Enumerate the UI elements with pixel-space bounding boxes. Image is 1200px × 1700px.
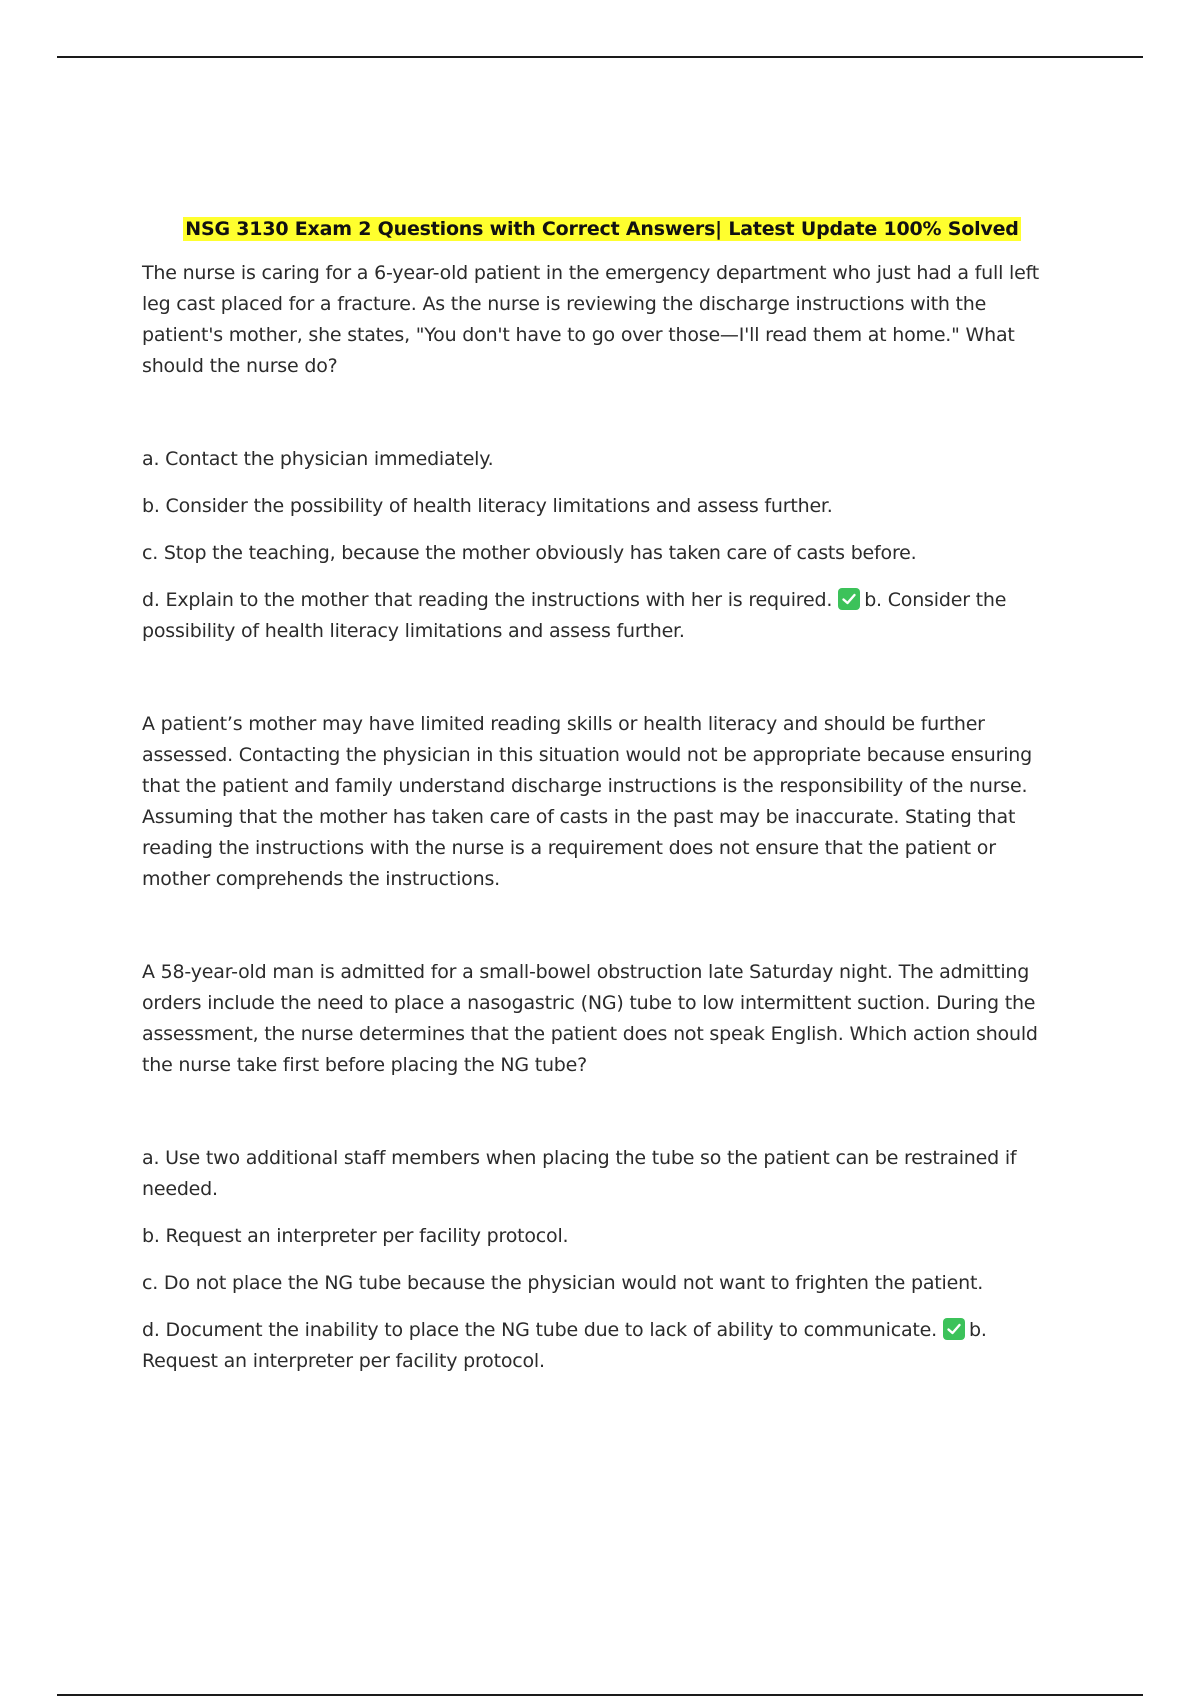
question-1-option-d: d. Explain to the mother that reading the instructions with her is required.: [142, 589, 833, 611]
question-2-option-b: b. Request an interpreter per facility protocol.: [142, 1225, 569, 1247]
question-2-option-d-with-answer: [142, 1315, 1062, 1377]
question-1-explanation: A patient’s mother may have limited reading skills or health literacy and should be further assessed. Contacting the physician in this situation would not be appropriate because ensuring that the patient and family understand discharge instructions is the responsibility of the nurse. Assuming that the mother has taken care of casts in the past may be inaccurate. Stating that reading the instructions with the nurse is a requirement does not ensure that the patient or mother comprehends the instructions.: [142, 713, 1032, 890]
question-1-option-a: a. Contact the physician immediately.: [142, 448, 494, 470]
question-2-answer: b. Request an interpreter per facility protocol.: [142, 1319, 987, 1372]
check-mark-icon: [838, 588, 860, 610]
question-1-answer: b. Consider the possibility of health literacy limitations and assess further.: [142, 589, 1007, 642]
document-body: [142, 214, 1062, 1377]
question-2-option-c: c. Do not place the NG tube because the physician would not want to frighten the patient.: [142, 1272, 984, 1294]
header-rule: [57, 56, 1143, 58]
question-1-option-b: b. Consider the possibility of health literacy limitations and assess further.: [142, 495, 833, 517]
question-1-option-d-with-answer: [142, 585, 1062, 647]
title-line: [142, 214, 1062, 245]
question-2-stem: A 58-year-old man is admitted for a small-bowel obstruction late Saturday night. The admitting orders include the need to place a nasogastric (NG) tube to low intermittent suction. During the assessment, the nurse determines that the patient does not speak English. Which action should the nurse take first before placing the NG tube?: [142, 961, 1038, 1076]
document-title: NSG 3130 Exam 2 Questions with Correct Answers| Latest Update 100% Solved: [185, 218, 1019, 240]
question-2-option-d: d. Document the inability to place the NG tube due to lack of ability to communicate.: [142, 1319, 937, 1341]
question-1-stem: The nurse is caring for a 6-year-old patient in the emergency department who just had a full left leg cast placed for a fracture. As the nurse is reviewing the discharge instructions with the patient's mother, she states, "You don't have to go over those—I'll read them at home." What should the nurse do?: [142, 262, 1039, 377]
footer-rule: [57, 1694, 1143, 1696]
question-2-option-a: a. Use two additional staff members when placing the tube so the patient can be restrained if needed.: [142, 1147, 1017, 1200]
question-1-option-c: c. Stop the teaching, because the mother obviously has taken care of casts before.: [142, 542, 917, 564]
check-mark-icon: [943, 1318, 965, 1340]
